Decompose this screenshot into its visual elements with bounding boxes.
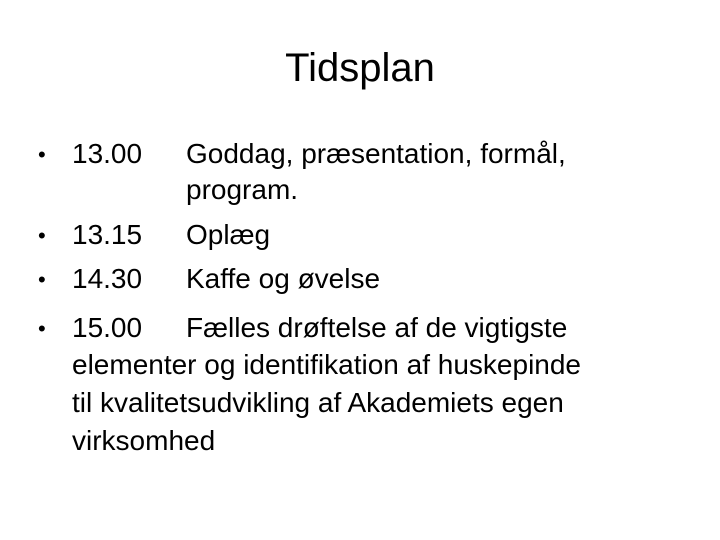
schedule-time: 15.00 <box>72 312 143 343</box>
schedule-text: Kaffe og øvelse <box>186 263 381 294</box>
schedule-text-continued: virksomhed <box>72 425 216 456</box>
bullet-icon: • <box>38 142 46 167</box>
schedule-text: Goddag, præsentation, formål, <box>186 138 566 169</box>
schedule-time: 13.00 <box>72 138 143 169</box>
bullet-icon: • <box>38 223 46 248</box>
schedule-text-continued: elementer og identifikation af huskepinde <box>72 349 582 380</box>
schedule-text: program. <box>186 174 299 205</box>
bullet-icon: • <box>38 267 46 292</box>
schedule-text-continued: til kvalitetsudvikling af Akademiets egen <box>72 387 564 418</box>
schedule-text: Oplæg <box>186 219 271 250</box>
schedule-text: Fælles drøftelse af de vigtigste <box>186 312 568 343</box>
schedule-time: 14.30 <box>72 263 143 294</box>
bullet-icon: • <box>38 316 46 341</box>
schedule-time: 13.15 <box>72 219 143 250</box>
slide-title: Tidsplan <box>285 46 435 90</box>
